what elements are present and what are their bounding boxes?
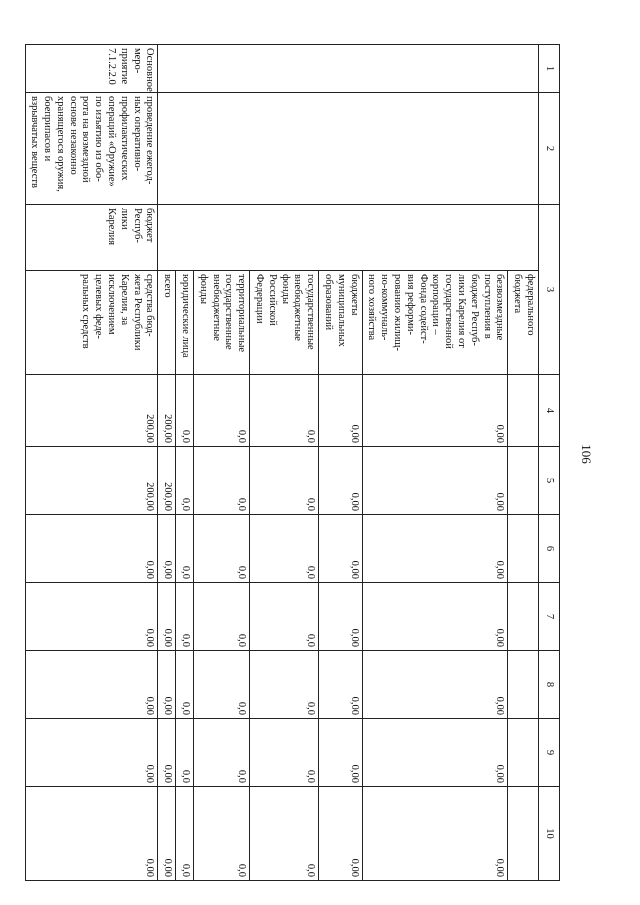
continuation-text	[508, 271, 539, 375]
value-cell: 0,0	[250, 787, 319, 881]
page-number: 106	[578, 444, 594, 464]
col-header-3: 3	[539, 205, 560, 375]
value-cell: 0,0	[250, 719, 319, 787]
source-line: лики	[118, 208, 130, 230]
code-line: меро-	[131, 48, 143, 74]
value-cell: 0,00	[158, 719, 176, 787]
row-label: всего	[158, 271, 176, 375]
row-label: юридические лица	[176, 271, 194, 375]
value-cell: 0,00	[362, 583, 508, 651]
col-header-8: 8	[539, 651, 560, 719]
desc-line: ных оперативно-	[131, 96, 143, 172]
label-line: государственные	[223, 274, 235, 350]
value-cell: 0,00	[319, 719, 362, 787]
table-cell	[508, 515, 539, 583]
measure-code	[25, 45, 158, 93]
col-header-6: 6	[539, 515, 560, 583]
value-cell: 0,00	[319, 787, 362, 881]
label-line: бюджеты муниципальных	[335, 274, 360, 347]
label-line: бюджет Респуб-	[468, 274, 480, 346]
value-cell: 0,0	[194, 447, 250, 515]
col-header-5: 5	[539, 447, 560, 515]
header-row	[539, 45, 560, 881]
value-cell: 0,0	[194, 719, 250, 787]
value-cell: 0,00	[158, 583, 176, 651]
source-label	[25, 205, 158, 271]
value-cell: 0,0	[194, 583, 250, 651]
value-cell: 0,0	[194, 651, 250, 719]
row-label	[250, 271, 319, 375]
subsource-line: целевых феде-	[93, 274, 105, 339]
desc-line: рота на возмездной	[80, 96, 92, 183]
table-cell	[508, 375, 539, 447]
continuation-row	[508, 45, 539, 881]
cell-empty-3a	[158, 205, 539, 271]
value-cell: 0,0	[194, 787, 250, 881]
value-cell: 0,0	[250, 515, 319, 583]
desc-line: боеприпасов и	[42, 96, 54, 162]
col-header-1: 1	[539, 45, 560, 93]
value-cell: 0,00	[25, 651, 158, 719]
label-line: поступления в	[481, 274, 493, 339]
col-header-9: 9	[539, 719, 560, 787]
label-line: территориальные	[236, 274, 248, 353]
value-cell: 0,00	[158, 515, 176, 583]
label-line: безвозмездные	[494, 274, 506, 341]
value-cell: 0,00	[158, 651, 176, 719]
value-cell: 0,00	[25, 719, 158, 787]
subsource-line: жета Республики	[131, 274, 143, 351]
value-cell: 200,00	[158, 447, 176, 515]
subsource-line: ральных средств	[80, 274, 92, 349]
value-cell: 0,00	[362, 375, 508, 447]
subsource-line: исключением	[106, 274, 118, 335]
value-cell: 0,0	[176, 719, 194, 787]
desc-line: проведение ежегод-	[144, 96, 156, 185]
value-cell: 0,0	[176, 515, 194, 583]
table-cell	[508, 447, 539, 515]
cell-empty-2	[158, 93, 539, 205]
label-line: но-коммуналь-	[379, 274, 391, 341]
label-line: внебюджетные фонды	[197, 274, 222, 341]
table-cell	[508, 719, 539, 787]
label-line: государственной	[443, 274, 455, 349]
subsource-line: Карелия, за	[118, 274, 130, 326]
label-line: образований	[323, 274, 335, 331]
value-cell: 0,00	[319, 651, 362, 719]
desc-line: хранящегося оружия,	[54, 96, 66, 192]
col-header-4: 4	[539, 375, 560, 447]
row-label	[362, 271, 508, 375]
code-line: приятие	[118, 48, 130, 85]
code-line: 7.1.2.2.0	[106, 48, 118, 85]
value-cell: 0,00	[319, 515, 362, 583]
value-cell: 0,0	[250, 375, 319, 447]
source-line: Карелия	[106, 208, 118, 246]
value-cell: 0,00	[158, 787, 176, 881]
value-cell: 0,00	[319, 447, 362, 515]
row-label	[319, 271, 362, 375]
value-cell: 0,00	[362, 515, 508, 583]
value-cell: 0,0	[250, 651, 319, 719]
table-row	[25, 45, 158, 881]
value-cell: 0,0	[194, 515, 250, 583]
table-cell	[508, 651, 539, 719]
row-label	[194, 271, 250, 375]
value-cell: 0,0	[176, 447, 194, 515]
value-cell: 0,00	[362, 719, 508, 787]
value-cell: 0,0	[176, 583, 194, 651]
col-header-10: 10	[539, 787, 560, 881]
label-line: рованию жилищ-	[392, 274, 404, 352]
subsource-label	[25, 271, 158, 375]
col-header-7: 7	[539, 583, 560, 651]
measure-description	[25, 93, 158, 205]
value-cell: 200,00	[25, 447, 158, 515]
table-cell	[508, 787, 539, 881]
value-cell: 200,00	[25, 375, 158, 447]
continuation-line: бюджета	[512, 274, 524, 314]
value-cell: 0,00	[362, 787, 508, 881]
value-cell: 0,0	[250, 447, 319, 515]
label-line: лики Карелия от	[456, 274, 468, 348]
value-cell: 0,00	[25, 515, 158, 583]
value-cell: 0,00	[25, 583, 158, 651]
value-cell: 0,0	[176, 375, 194, 447]
desc-line: профилактических	[118, 96, 130, 181]
label-line: корпорации –	[430, 274, 442, 335]
value-cell: 0,0	[176, 787, 194, 881]
value-cell: 0,00	[319, 375, 362, 447]
cell-empty-1	[158, 45, 539, 93]
label-line: внебюджетные фонды	[279, 274, 304, 341]
label-line: государственные	[305, 274, 317, 350]
subsource-line: средства бюд-	[144, 274, 156, 337]
value-cell: 0,0	[194, 375, 250, 447]
label-line: ного хозяйства	[366, 274, 378, 341]
desc-line: основе незаконно	[67, 96, 79, 175]
source-line: Респуб-	[131, 208, 143, 243]
desc-line: взрывчатых веществ	[29, 96, 41, 188]
rotated-table	[29, 44, 560, 880]
budget-table	[25, 44, 560, 881]
col-header-2: 2	[539, 93, 560, 205]
label-line: Российской Федерации	[254, 274, 278, 326]
label-line: вия реформи-	[404, 274, 416, 335]
label-line: Фонда содейст-	[417, 274, 429, 344]
value-cell: 0,0	[176, 651, 194, 719]
value-cell: 0,00	[319, 583, 362, 651]
continuation-line: федерального	[525, 274, 536, 336]
value-cell: 200,00	[158, 375, 176, 447]
value-cell: 0,00	[25, 787, 158, 881]
value-cell: 0,00	[362, 651, 508, 719]
source-line: бюджет	[144, 208, 156, 243]
rotated-table-wrapper	[29, 44, 560, 880]
code-line: Основное	[144, 48, 156, 92]
desc-line: по изъятию из обо-	[93, 96, 105, 182]
value-cell: 0,00	[362, 447, 508, 515]
table-cell	[508, 583, 539, 651]
desc-line: операций «Оружие»	[106, 96, 118, 187]
value-cell: 0,0	[250, 583, 319, 651]
